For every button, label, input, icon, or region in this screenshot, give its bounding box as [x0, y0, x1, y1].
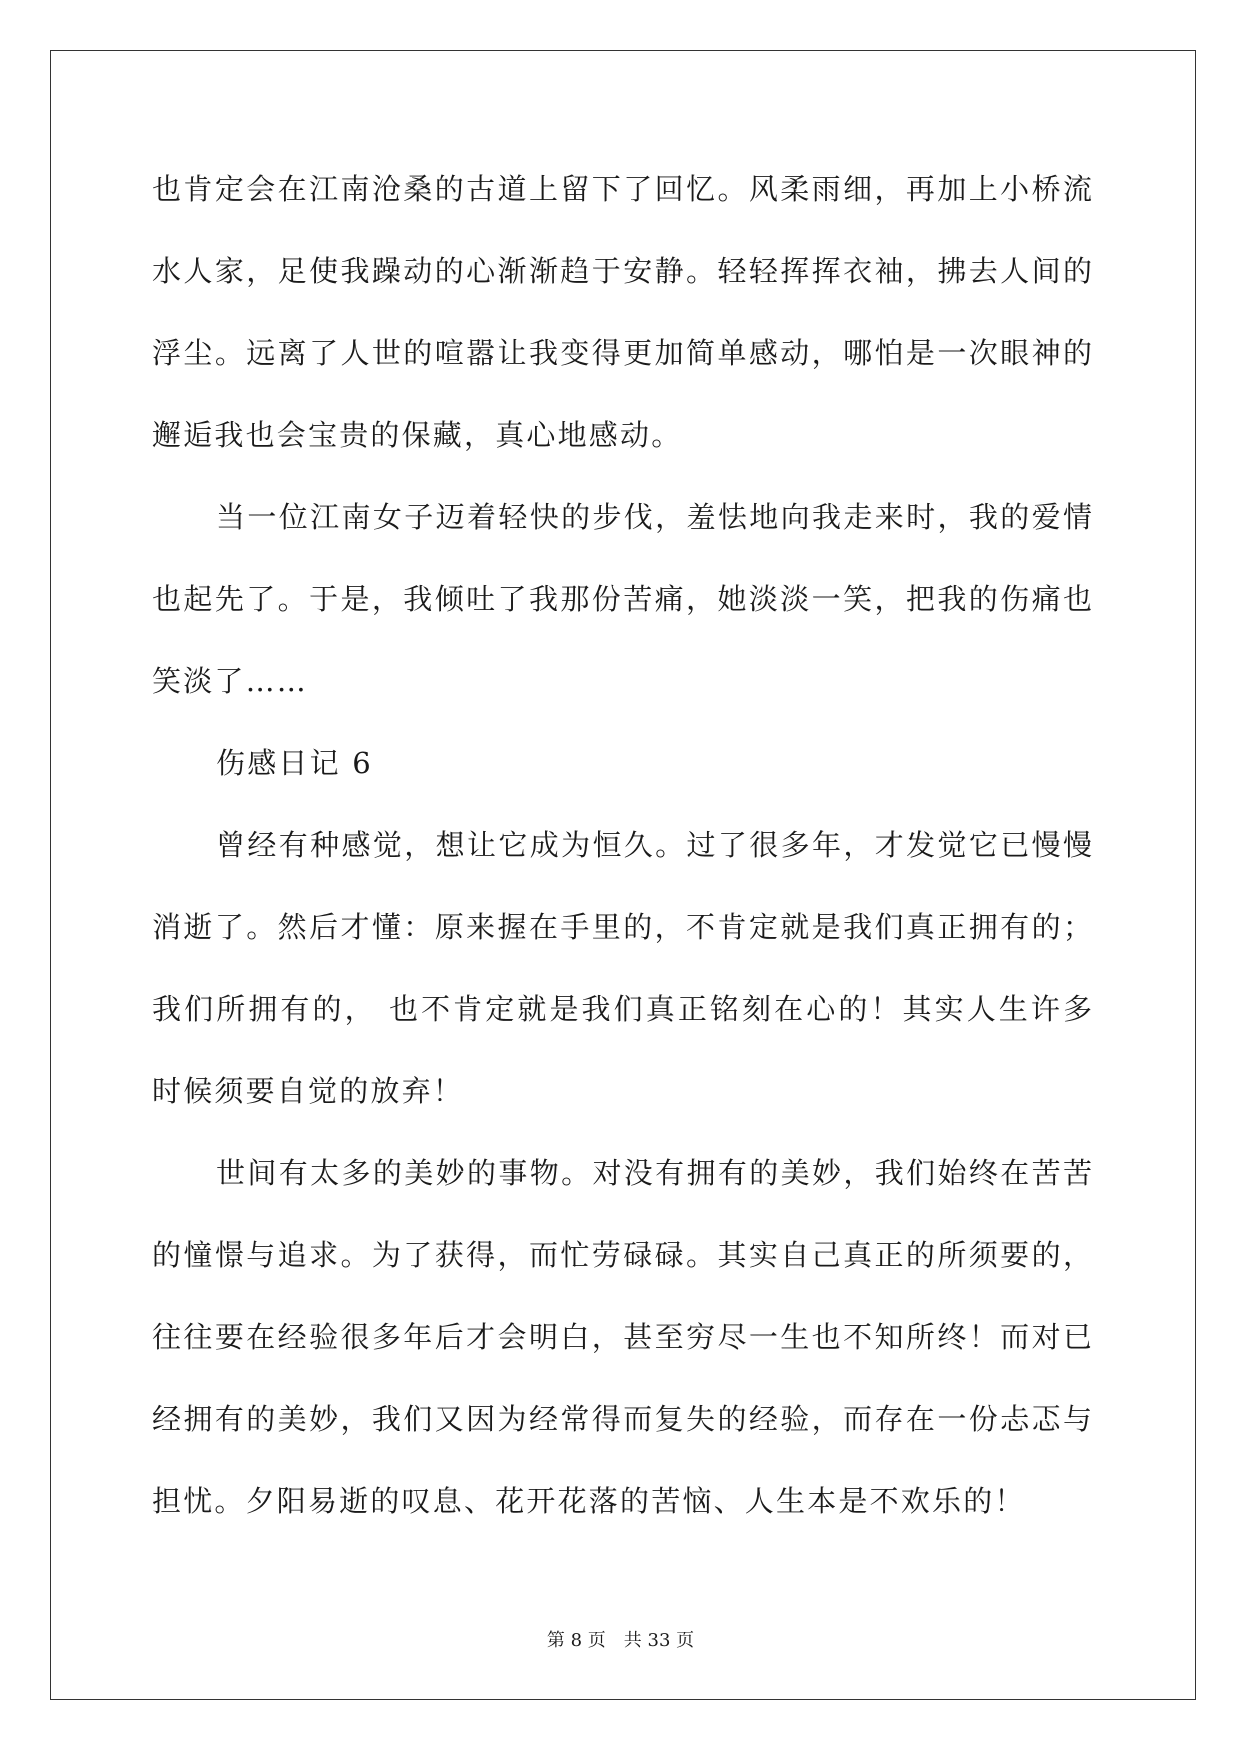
text-line: 浮尘。远离了人世的喧嚣让我变得更加简单感动，哪怕是一次眼神的 — [152, 336, 1092, 370]
text-line: 担忧。夕阳易逝的叹息、花开花落的苦恼、人生本是不欢乐的！ — [152, 1484, 1026, 1518]
text-line: 也肯定会在江南沧桑的古道上留下了回忆。风柔雨细，再加上小桥流 — [152, 172, 1092, 206]
text-line: 当一位江南女子迈着轻快的步伐，羞怯地向我走来时，我的爱情 — [216, 500, 1092, 534]
text-line: 伤感日记 6 — [216, 746, 373, 780]
page-number-current: 第 8 页 — [546, 1630, 606, 1651]
text-line: 世间有太多的美妙的事物。对没有拥有的美妙，我们始终在苦苦 — [216, 1156, 1092, 1190]
page-footer — [0, 1626, 1241, 1652]
text-line: 水人家，足使我躁动的心渐渐趋于安静。轻轻挥挥衣袖，拂去人间的 — [152, 254, 1092, 288]
text-line: 邂逅我也会宝贵的保藏，真心地感动。 — [152, 418, 683, 452]
text-line: 我们所拥有的， 也不肯定就是我们真正铭刻在心的！其实人生许多 — [152, 992, 1092, 1026]
text-line: 也起先了。于是，我倾吐了我那份苦痛，她淡淡一笑，把我的伤痛也 — [152, 582, 1092, 616]
text-line: 消逝了。然后才懂：原来握在手里的，不肯定就是我们真正拥有的； — [152, 910, 1092, 944]
page-number-total: 共 33 页 — [623, 1630, 695, 1651]
document-body — [152, 164, 1092, 1558]
text-line: 的憧憬与追求。为了获得，而忙劳碌碌。其实自己真正的所须要的， — [152, 1238, 1092, 1272]
text-line: 经拥有的美妙，我们又因为经常得而复失的经验，而存在一份忐忑与 — [152, 1402, 1092, 1436]
text-line: 曾经有种感觉，想让它成为恒久。过了很多年，才发觉它已慢慢 — [216, 828, 1092, 862]
text-line: 时候须要自觉的放弃！ — [152, 1074, 465, 1108]
text-line: 笑淡了…… — [152, 664, 309, 698]
text-line: 往往要在经验很多年后才会明白，甚至穷尽一生也不知所终！而对已 — [152, 1320, 1092, 1354]
